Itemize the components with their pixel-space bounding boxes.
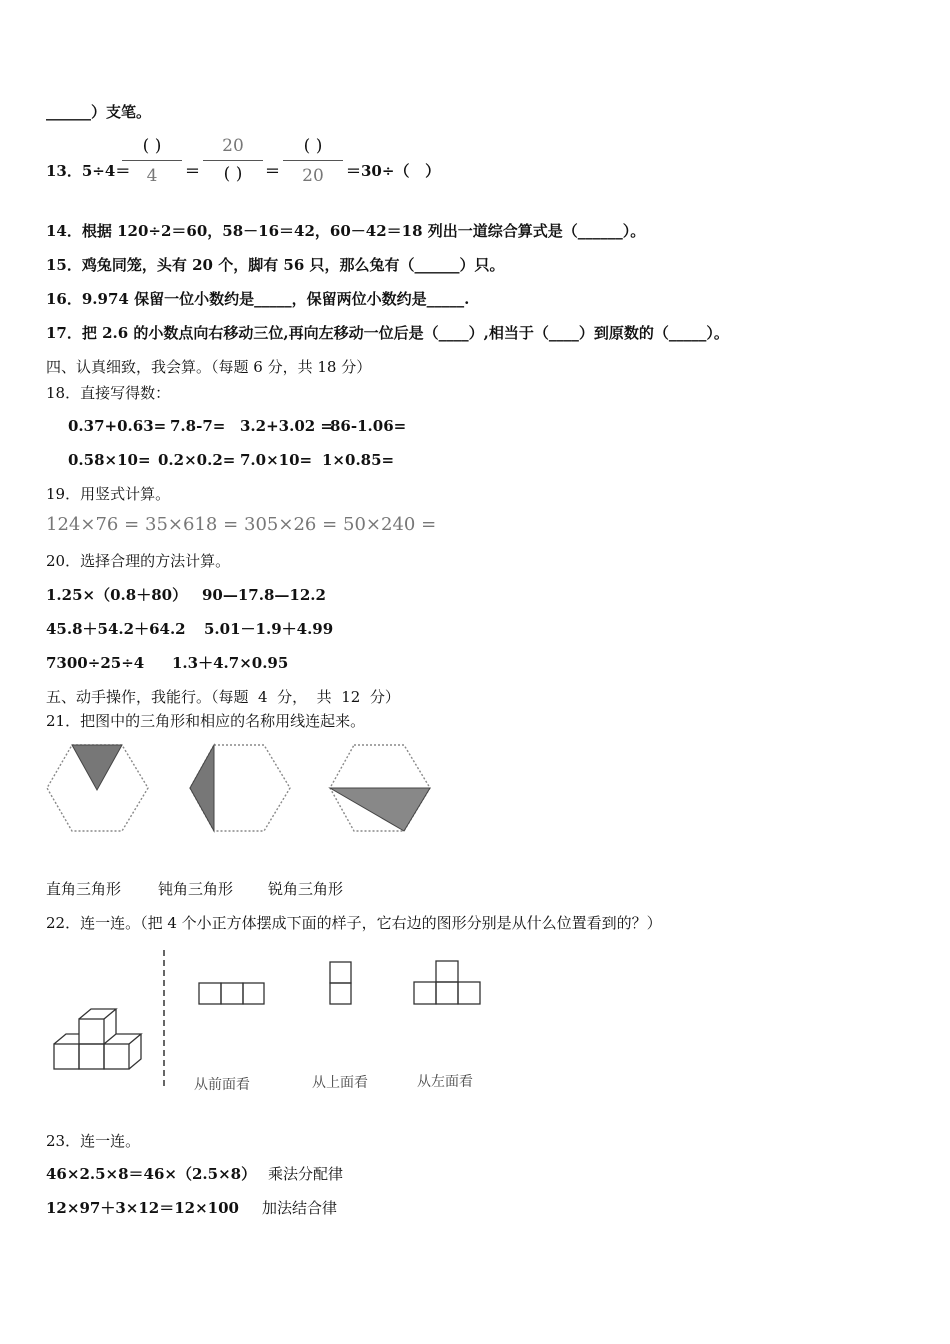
q13-fraction-2-denominator: ( ) [223, 164, 243, 184]
q21-name-acute-triangle: 锐角三角形 [268, 880, 344, 898]
q23-expression: 46×2.5×8＝46×（2.5×8） [46, 1165, 257, 1183]
q19-title: 19．用竖式计算。 [46, 485, 171, 503]
q12-tail: ______）支笔。 [46, 103, 152, 121]
q14: 14．根据 120÷2＝60，58－16＝42，60－42＝18 列出一道综合算式是（______）。 [46, 222, 646, 240]
q13-fraction-3-numerator: ( ) [303, 136, 323, 156]
q13-fraction-2-numerator: 20 [222, 136, 244, 156]
q20-item: 1.25×（0.8＋80） [46, 586, 188, 604]
q20-item: 1.3＋4.7×0.95 [172, 654, 289, 672]
q20-item: 90—17.8—12.2 [202, 586, 326, 604]
hexagon-3 [330, 745, 430, 831]
q22-view-front: 从前面看 [194, 1077, 250, 1093]
q17: 17．把 2.6 的小数点向右移动三位,再向左移动一位后是（____）,相当于（____）到原数的（_____）。 [46, 324, 729, 342]
q16: 16．9.974 保留一位小数约是_____，保留两位小数约是_____. [46, 290, 470, 308]
q18-item: 1×0.85= [322, 451, 395, 469]
q18-item: 0.58×10= [68, 451, 151, 469]
q21-title: 21．把图中的三角形和相应的名称用线连起来。 [46, 712, 366, 730]
hexagon-1 [47, 745, 148, 831]
q18-item: 86-1.06= [330, 417, 407, 435]
hexagon-2 [190, 745, 290, 831]
q18-title: 18．直接写得数： [46, 384, 171, 402]
q19-item: 124×76 = [46, 514, 140, 535]
q18-item: 0.2×0.2= [158, 451, 236, 469]
q20-item: 45.8＋54.2＋64.2 [46, 620, 186, 638]
q21-name-right-triangle: 直角三角形 [46, 880, 122, 898]
q19-item: 35×618 = [145, 514, 239, 535]
front-view-shape [199, 983, 264, 1004]
q18-item: 3.2+3.02 = [240, 417, 333, 435]
q13-prefix: 13．5÷4＝ [46, 162, 131, 180]
left-view-shape [414, 961, 480, 1004]
q21-name-obtuse-triangle: 钝角三角形 [158, 880, 234, 898]
q21-hexagon-figures [44, 740, 444, 836]
q23-expression: 12×97＋3×12＝12×100 [46, 1199, 239, 1217]
q22-title: 22．连一连。（把 4 个小正方体摆成下面的样子，它右边的图形分别是从什么位置看到的？） [46, 914, 662, 932]
q20-title: 20．选择合理的方法计算。 [46, 552, 231, 570]
top-view-shape [330, 962, 351, 1004]
q13-fraction-3 [283, 134, 343, 190]
q20-item: 7300÷25÷4 [46, 654, 145, 672]
q23-law: 乘法分配律 [268, 1165, 344, 1183]
q22-view-top: 从上面看 [312, 1075, 368, 1091]
q13-fraction-1-denominator: 4 [146, 166, 158, 186]
q18-item: 0.37+0.63= [68, 417, 167, 435]
section-5-heading: 五、动手操作，我能行。（每题 4 分， 共 12 分） [46, 688, 400, 706]
q13-suffix: ＝30÷（ ） [346, 162, 441, 180]
q18-item: 7.8-7= [170, 417, 226, 435]
q15: 15．鸡兔同笼，头有 20 个，脚有 56 只，那么兔有（______）只。 [46, 256, 505, 274]
q19-item: 305×26 = [244, 514, 338, 535]
section-4-heading: 四、认真细致，我会算。（每题 6 分，共 18 分） [46, 358, 372, 376]
q13-equals-1: ＝ [185, 162, 201, 180]
q13-fraction-2 [203, 134, 263, 190]
q20-item: 5.01－1.9＋4.99 [204, 620, 334, 638]
q23-title: 23．连一连。 [46, 1132, 141, 1150]
q13-fraction-1 [122, 134, 182, 190]
q22-view-left: 从左面看 [417, 1074, 473, 1090]
isometric-cubes [54, 1009, 141, 1069]
q18-item: 7.0×10= [240, 451, 313, 469]
q13-equals-2: ＝ [265, 162, 281, 180]
q23-law: 加法结合律 [262, 1199, 338, 1217]
q19-item: 50×240 = [343, 514, 437, 535]
q13-fraction-1-numerator: ( ) [142, 136, 162, 156]
q13-fraction-3-denominator: 20 [302, 166, 324, 186]
